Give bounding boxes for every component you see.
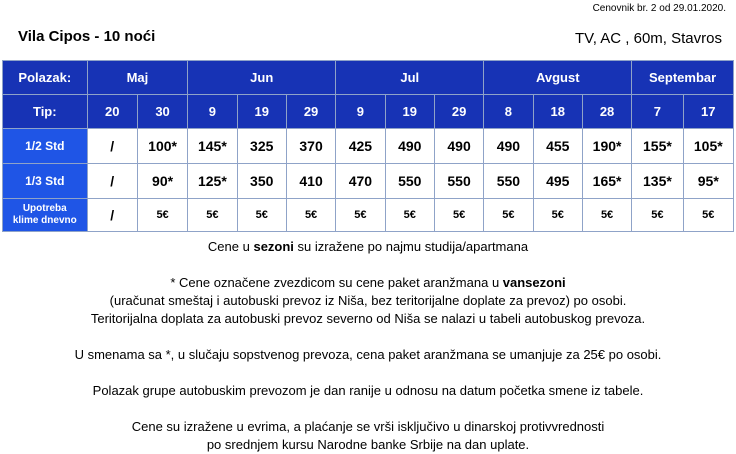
type-label: Tip: <box>3 95 88 129</box>
day-cell: 29 <box>286 95 335 129</box>
price-cell: 455 <box>533 129 582 164</box>
price-cell: 125* <box>188 164 237 199</box>
day-cell: 19 <box>385 95 434 129</box>
note-off-season <box>0 274 736 292</box>
price-cell: / <box>87 199 137 232</box>
note-text: Cene u <box>207 239 254 254</box>
price-cell: 5€ <box>286 199 335 232</box>
price-cell: 5€ <box>336 199 385 232</box>
price-cell: 145* <box>188 129 237 164</box>
price-cell: 105* <box>683 129 733 164</box>
price-cell: 5€ <box>237 199 286 232</box>
price-cell: / <box>87 129 137 164</box>
table-row <box>3 199 734 232</box>
price-cell: 410 <box>286 164 335 199</box>
price-table <box>2 60 734 232</box>
months-row <box>3 61 734 95</box>
price-cell: 425 <box>336 129 385 164</box>
day-cell: 9 <box>188 95 237 129</box>
note-emphasis: vansezoni <box>502 275 566 290</box>
price-cell: 550 <box>484 164 533 199</box>
price-cell: 370 <box>286 129 335 164</box>
row-label-line: Upotreba <box>22 203 67 214</box>
day-cell: 8 <box>484 95 533 129</box>
note-own-transport: U smenama sa *, u slučaju sopstvenog prevoza, cena paket aranžmana se umanjuje za 25€ po osobi. <box>74 347 662 362</box>
price-cell: 490 <box>434 129 483 164</box>
day-cell: 20 <box>87 95 137 129</box>
month-septembar: Septembar <box>632 61 734 95</box>
price-cell: 90* <box>137 164 187 199</box>
table-row <box>3 164 734 199</box>
day-cell: 29 <box>434 95 483 129</box>
price-cell: 5€ <box>582 199 631 232</box>
note-payment-line2: po srednjem kursu Narodne banke Srbije na dan uplate. <box>206 437 530 452</box>
price-cell: 5€ <box>632 199 683 232</box>
price-cell: 550 <box>385 164 434 199</box>
price-cell: 495 <box>533 164 582 199</box>
price-cell: 325 <box>237 129 286 164</box>
price-cell: 95* <box>683 164 733 199</box>
note-off-season-line2: (uračunat smeštaj i autobuski prevoz iz Niša, bez teritorijalne doplate za prevoz) po osobi. <box>109 293 627 308</box>
departure-label: Polazak: <box>3 61 88 95</box>
note-text: * Cene označene zvezdicom su cene paket aranžmana u <box>170 275 503 290</box>
day-cell: 19 <box>237 95 286 129</box>
note-off-season-line3: Teritorijalna doplata za autobuski prevoz severno od Niša se nalazi u tabeli autobuskog prevoza. <box>90 311 646 326</box>
note-payment-line1: Cene su izražene u evrima, a plaćanje se vrši isključivo u dinarskoj protivvrednosti <box>131 419 605 434</box>
note-text: su izražene po najmu studija/apartmana <box>293 239 529 254</box>
price-cell: 490 <box>484 129 533 164</box>
price-cell: 350 <box>237 164 286 199</box>
note-emphasis: sezoni <box>253 239 294 254</box>
price-cell: 5€ <box>385 199 434 232</box>
price-cell: 5€ <box>533 199 582 232</box>
price-cell: 155* <box>632 129 683 164</box>
price-cell: 165* <box>582 164 631 199</box>
price-cell: 5€ <box>434 199 483 232</box>
price-list-note: Cenovnik br. 2 od 29.01.2020. <box>592 3 726 14</box>
accommodation-info: TV, AC , 60m, Stavros <box>574 30 722 47</box>
day-cell: 7 <box>632 95 683 129</box>
note-departure: Polazak grupe autobuskim prevozom je dan ranije u odnosu na datum početka smene iz tabele. <box>92 383 644 398</box>
day-cell: 9 <box>336 95 385 129</box>
row-label-half-std: 1/2 Std <box>3 129 88 164</box>
notes-section <box>0 238 736 454</box>
table-row <box>3 129 734 164</box>
price-cell: 5€ <box>484 199 533 232</box>
price-cell: 490 <box>385 129 434 164</box>
price-cell: 135* <box>632 164 683 199</box>
price-cell: 550 <box>434 164 483 199</box>
note-season <box>0 238 736 256</box>
day-cell: 28 <box>582 95 631 129</box>
days-row <box>3 95 734 129</box>
day-cell: 18 <box>533 95 582 129</box>
day-cell: 17 <box>683 95 733 129</box>
month-jun: Jun <box>188 61 336 95</box>
price-cell: 470 <box>336 164 385 199</box>
month-jul: Jul <box>336 61 484 95</box>
month-maj: Maj <box>87 61 188 95</box>
price-cell: 100* <box>137 129 187 164</box>
price-cell: 190* <box>582 129 631 164</box>
price-cell: 5€ <box>683 199 733 232</box>
day-cell: 30 <box>137 95 187 129</box>
price-cell: / <box>87 164 137 199</box>
price-cell: 5€ <box>137 199 187 232</box>
price-cell: 5€ <box>188 199 237 232</box>
row-label-ac-daily <box>3 199 88 232</box>
row-label-third-std: 1/3 Std <box>3 164 88 199</box>
page-title: Vila Cipos - 10 noći <box>18 28 156 45</box>
row-label-line: klime dnevno <box>12 215 77 226</box>
month-avgust: Avgust <box>484 61 632 95</box>
